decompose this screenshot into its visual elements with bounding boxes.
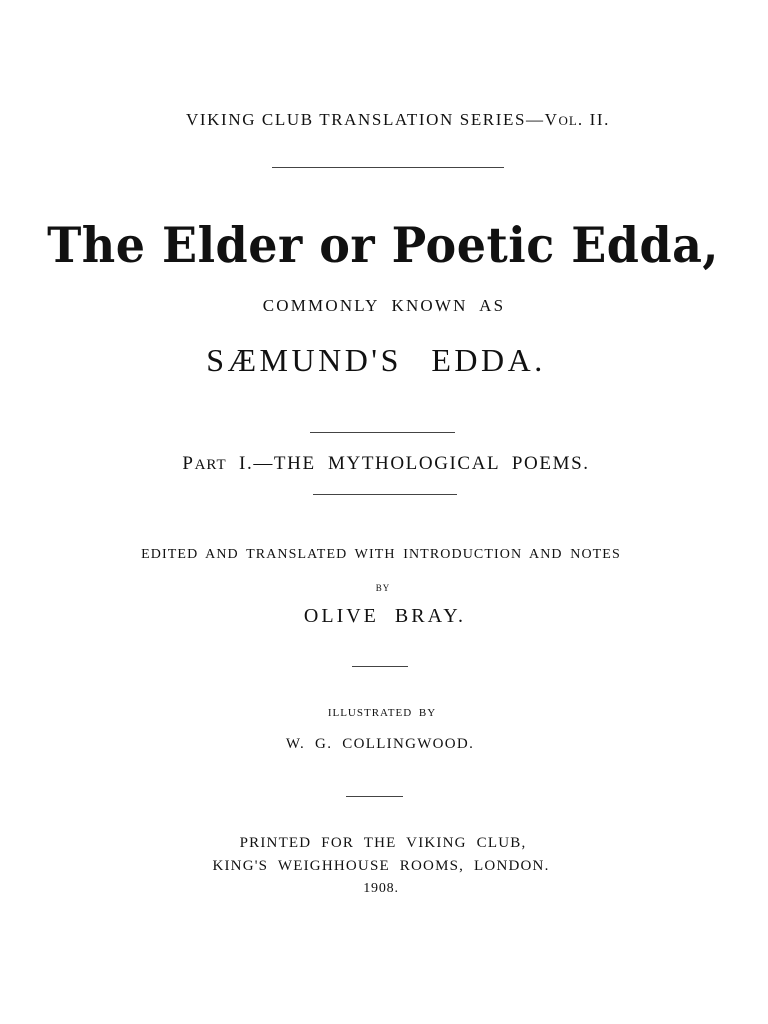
series-main-text: VIKING CLUB TRANSLATION SERIES—V [186,110,559,129]
series-heading [14,111,768,128]
book-title: The Elder or Poetic Edda, [47,216,719,274]
illustrator-name: W. G. COLLINGWOOD. [285,736,475,752]
series-vol-smallcaps: OL [558,113,578,128]
editor-line: EDITED AND TRANSLATED WITH INTRODUCTION AND NOTES [141,547,621,562]
author-name: OLIVE BRAY. [303,605,467,627]
part-rest: I.—THE MYTHOLOGICAL POEMS. [226,453,590,474]
divider-rule-4 [352,666,408,667]
divider-rule-2 [310,432,455,433]
imprint-line-2: KING'S WEIGHHOUSE ROOMS, LONDON. [212,858,550,874]
divider-rule-3 [313,494,457,495]
part-smallcaps: ART [194,457,227,473]
subtitle-main: SÆMUND'S EDDA. [206,342,546,378]
series-vol-number: . II. [577,110,610,129]
part-initial: P [182,453,195,474]
divider-rule-5 [346,796,403,797]
imprint-line-1: PRINTED FOR THE VIKING CLUB, [239,835,527,851]
illustrated-label: ILLUSTRATED BY [327,707,437,719]
imprint-year: 1908. [363,881,399,896]
divider-rule-1 [272,167,504,168]
part-heading [2,454,768,473]
subtitle-intro: COMMONLY KNOWN AS [262,296,506,315]
by-label: BY [375,583,391,593]
